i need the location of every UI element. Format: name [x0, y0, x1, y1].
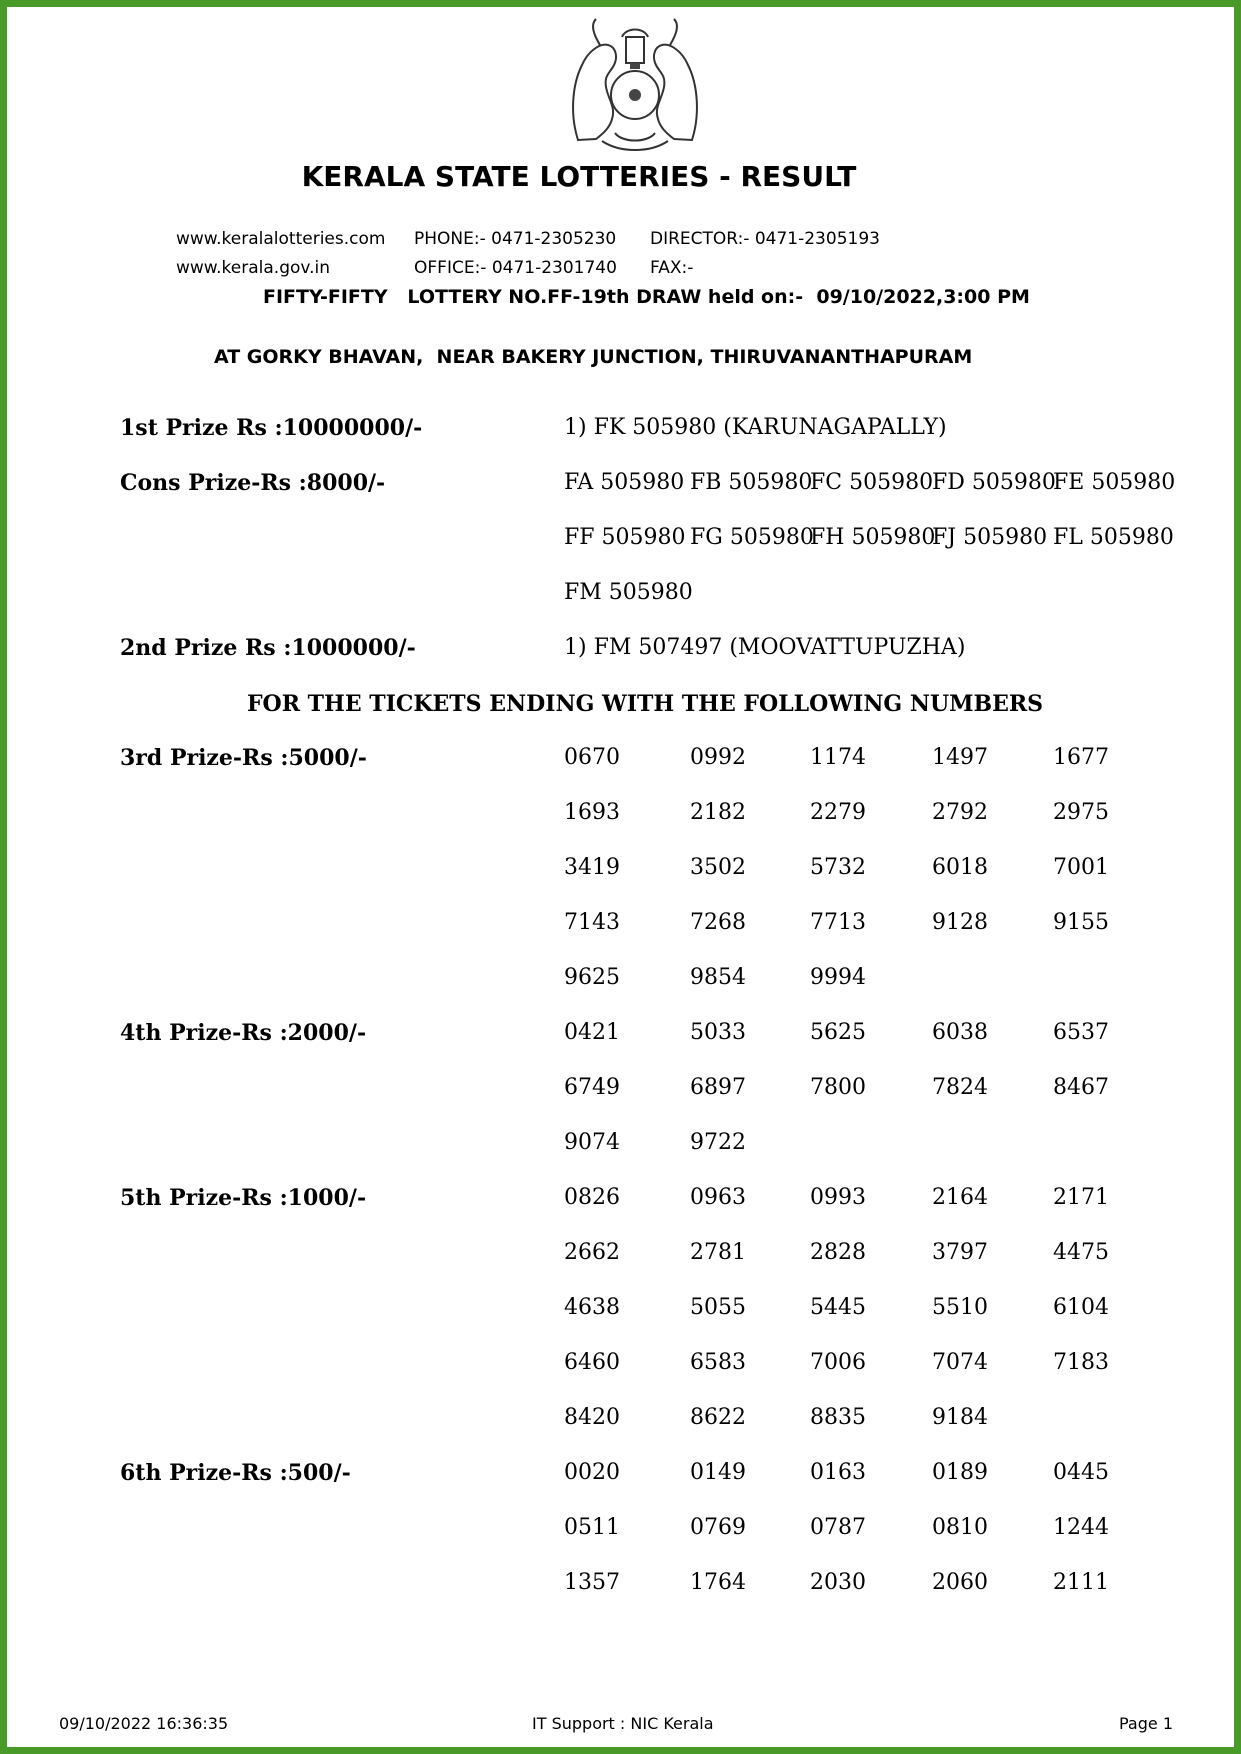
winning-number: 8420: [564, 1405, 620, 1430]
winning-number: 8835: [810, 1405, 866, 1430]
winning-number: 0787: [810, 1515, 866, 1540]
winning-number: 2171: [1053, 1185, 1109, 1210]
second-prize-winner: 1) FM 507497 (MOOVATTUPUZHA): [564, 635, 966, 660]
winning-number: 1693: [564, 800, 620, 825]
winning-number: 1497: [932, 745, 988, 770]
winning-number: 2182: [690, 800, 746, 825]
winning-number: 0670: [564, 745, 620, 770]
winning-number: 2792: [932, 800, 988, 825]
winning-number: 2662: [564, 1240, 620, 1265]
website-link-1[interactable]: www.keralalotteries.com: [176, 229, 386, 249]
venue-info: AT GORKY BHAVAN, NEAR BAKERY JUNCTION, THIRUVANANTHAPURAM: [214, 346, 973, 368]
winning-number: 9128: [932, 910, 988, 935]
winning-number: 6460: [564, 1350, 620, 1375]
page-title: KERALA STATE LOTTERIES - RESULT: [301, 160, 857, 193]
winning-number: 0826: [564, 1185, 620, 1210]
winning-number: 0445: [1053, 1460, 1109, 1485]
winning-number: 3797: [932, 1240, 988, 1265]
footer-page-number: Page 1: [1119, 1714, 1173, 1733]
winning-number: 2111: [1053, 1570, 1109, 1595]
winning-number: 0421: [564, 1020, 620, 1045]
cons-prize-number: FL 505980: [1053, 525, 1174, 550]
winning-number: 5445: [810, 1295, 866, 1320]
fax-number: FAX:-: [650, 258, 694, 278]
prize-label-6: 6th Prize-Rs :500/-: [120, 1460, 351, 1486]
winning-number: 0963: [690, 1185, 746, 1210]
winning-number: 5033: [690, 1020, 746, 1045]
winning-number: 5625: [810, 1020, 866, 1045]
winning-number: 2030: [810, 1570, 866, 1595]
website-link-2[interactable]: www.kerala.gov.in: [176, 258, 331, 278]
cons-prize-number: FM 505980: [564, 580, 693, 605]
winning-number: 1174: [810, 745, 866, 770]
winning-number: 2781: [690, 1240, 746, 1265]
footer-timestamp: 09/10/2022 16:36:35: [59, 1714, 229, 1733]
winning-number: 1764: [690, 1570, 746, 1595]
winning-number: 0163: [810, 1460, 866, 1485]
winning-number: 7713: [810, 910, 866, 935]
first-prize-winner: 1) FK 505980 (KARUNAGAPALLY): [564, 415, 947, 440]
winning-number: 0769: [690, 1515, 746, 1540]
winning-number: 7143: [564, 910, 620, 935]
winning-number: 6038: [932, 1020, 988, 1045]
phone-number: PHONE:- 0471-2305230: [414, 229, 617, 249]
winning-number: 2164: [932, 1185, 988, 1210]
winning-number: 3502: [690, 855, 746, 880]
cons-prize-label: Cons Prize-Rs :8000/-: [120, 470, 386, 496]
winning-number: 7824: [932, 1075, 988, 1100]
winning-number: 0992: [690, 745, 746, 770]
winning-number: 7268: [690, 910, 746, 935]
winning-number: 2828: [810, 1240, 866, 1265]
draw-info: FIFTY-FIFTY LOTTERY NO.FF-19th DRAW held on:- 09/10/2022,3:00 PM: [263, 286, 1030, 308]
winning-number: 9625: [564, 965, 620, 990]
winning-number: 0511: [564, 1515, 620, 1540]
winning-number: 0993: [810, 1185, 866, 1210]
ending-numbers-note: FOR THE TICKETS ENDING WITH THE FOLLOWING NUMBERS: [246, 691, 1044, 717]
cons-prize-number: FC 505980: [810, 470, 934, 495]
winning-number: 8622: [690, 1405, 746, 1430]
prize-label-4: 4th Prize-Rs :2000/-: [120, 1020, 367, 1046]
cons-prize-number: FJ 505980: [932, 525, 1048, 550]
first-prize-label: 1st Prize Rs :10000000/-: [120, 415, 423, 441]
winning-number: 9155: [1053, 910, 1109, 935]
winning-number: 5510: [932, 1295, 988, 1320]
winning-number: 5732: [810, 855, 866, 880]
winning-number: 4475: [1053, 1240, 1109, 1265]
winning-number: 2975: [1053, 800, 1109, 825]
winning-number: 9994: [810, 965, 866, 990]
winning-number: 7074: [932, 1350, 988, 1375]
winning-number: 0189: [932, 1460, 988, 1485]
prize-label-3: 3rd Prize-Rs :5000/-: [120, 745, 367, 771]
winning-number: 5055: [690, 1295, 746, 1320]
cons-prize-number: FE 505980: [1053, 470, 1176, 495]
winning-number: 6583: [690, 1350, 746, 1375]
winning-number: 2279: [810, 800, 866, 825]
winning-number: 7800: [810, 1075, 866, 1100]
cons-prize-number: FA 505980: [564, 470, 685, 495]
winning-number: 6897: [690, 1075, 746, 1100]
winning-number: 6537: [1053, 1020, 1109, 1045]
office-number: OFFICE:- 0471-2301740: [414, 258, 617, 278]
footer-support: IT Support : NIC Kerala: [532, 1714, 714, 1733]
winning-number: 8467: [1053, 1075, 1109, 1100]
winning-number: 0020: [564, 1460, 620, 1485]
winning-number: 7006: [810, 1350, 866, 1375]
cons-prize-number: FF 505980: [564, 525, 686, 550]
prize-label-5: 5th Prize-Rs :1000/-: [120, 1185, 367, 1211]
cons-prize-number: FH 505980: [810, 525, 936, 550]
winning-number: 9722: [690, 1130, 746, 1155]
winning-number: 6749: [564, 1075, 620, 1100]
second-prize-label: 2nd Prize Rs :1000000/-: [120, 635, 416, 661]
winning-number: 9854: [690, 965, 746, 990]
winning-number: 4638: [564, 1295, 620, 1320]
cons-prize-number: FG 505980: [690, 525, 814, 550]
winning-number: 7001: [1053, 855, 1109, 880]
cons-prize-number: FB 505980: [690, 470, 813, 495]
winning-number: 3419: [564, 855, 620, 880]
winning-number: 1244: [1053, 1515, 1109, 1540]
winning-number: 6104: [1053, 1295, 1109, 1320]
winning-number: 1677: [1053, 745, 1109, 770]
winning-number: 9184: [932, 1405, 988, 1430]
winning-number: 7183: [1053, 1350, 1109, 1375]
director-number: DIRECTOR:- 0471-2305193: [650, 229, 880, 249]
winning-number: 0149: [690, 1460, 746, 1485]
winning-number: 1357: [564, 1570, 620, 1595]
kerala-state-emblem-icon: [560, 15, 710, 155]
winning-number: 2060: [932, 1570, 988, 1595]
cons-prize-number: FD 505980: [932, 470, 1056, 495]
winning-number: 9074: [564, 1130, 620, 1155]
winning-number: 0810: [932, 1515, 988, 1540]
winning-number: 6018: [932, 855, 988, 880]
